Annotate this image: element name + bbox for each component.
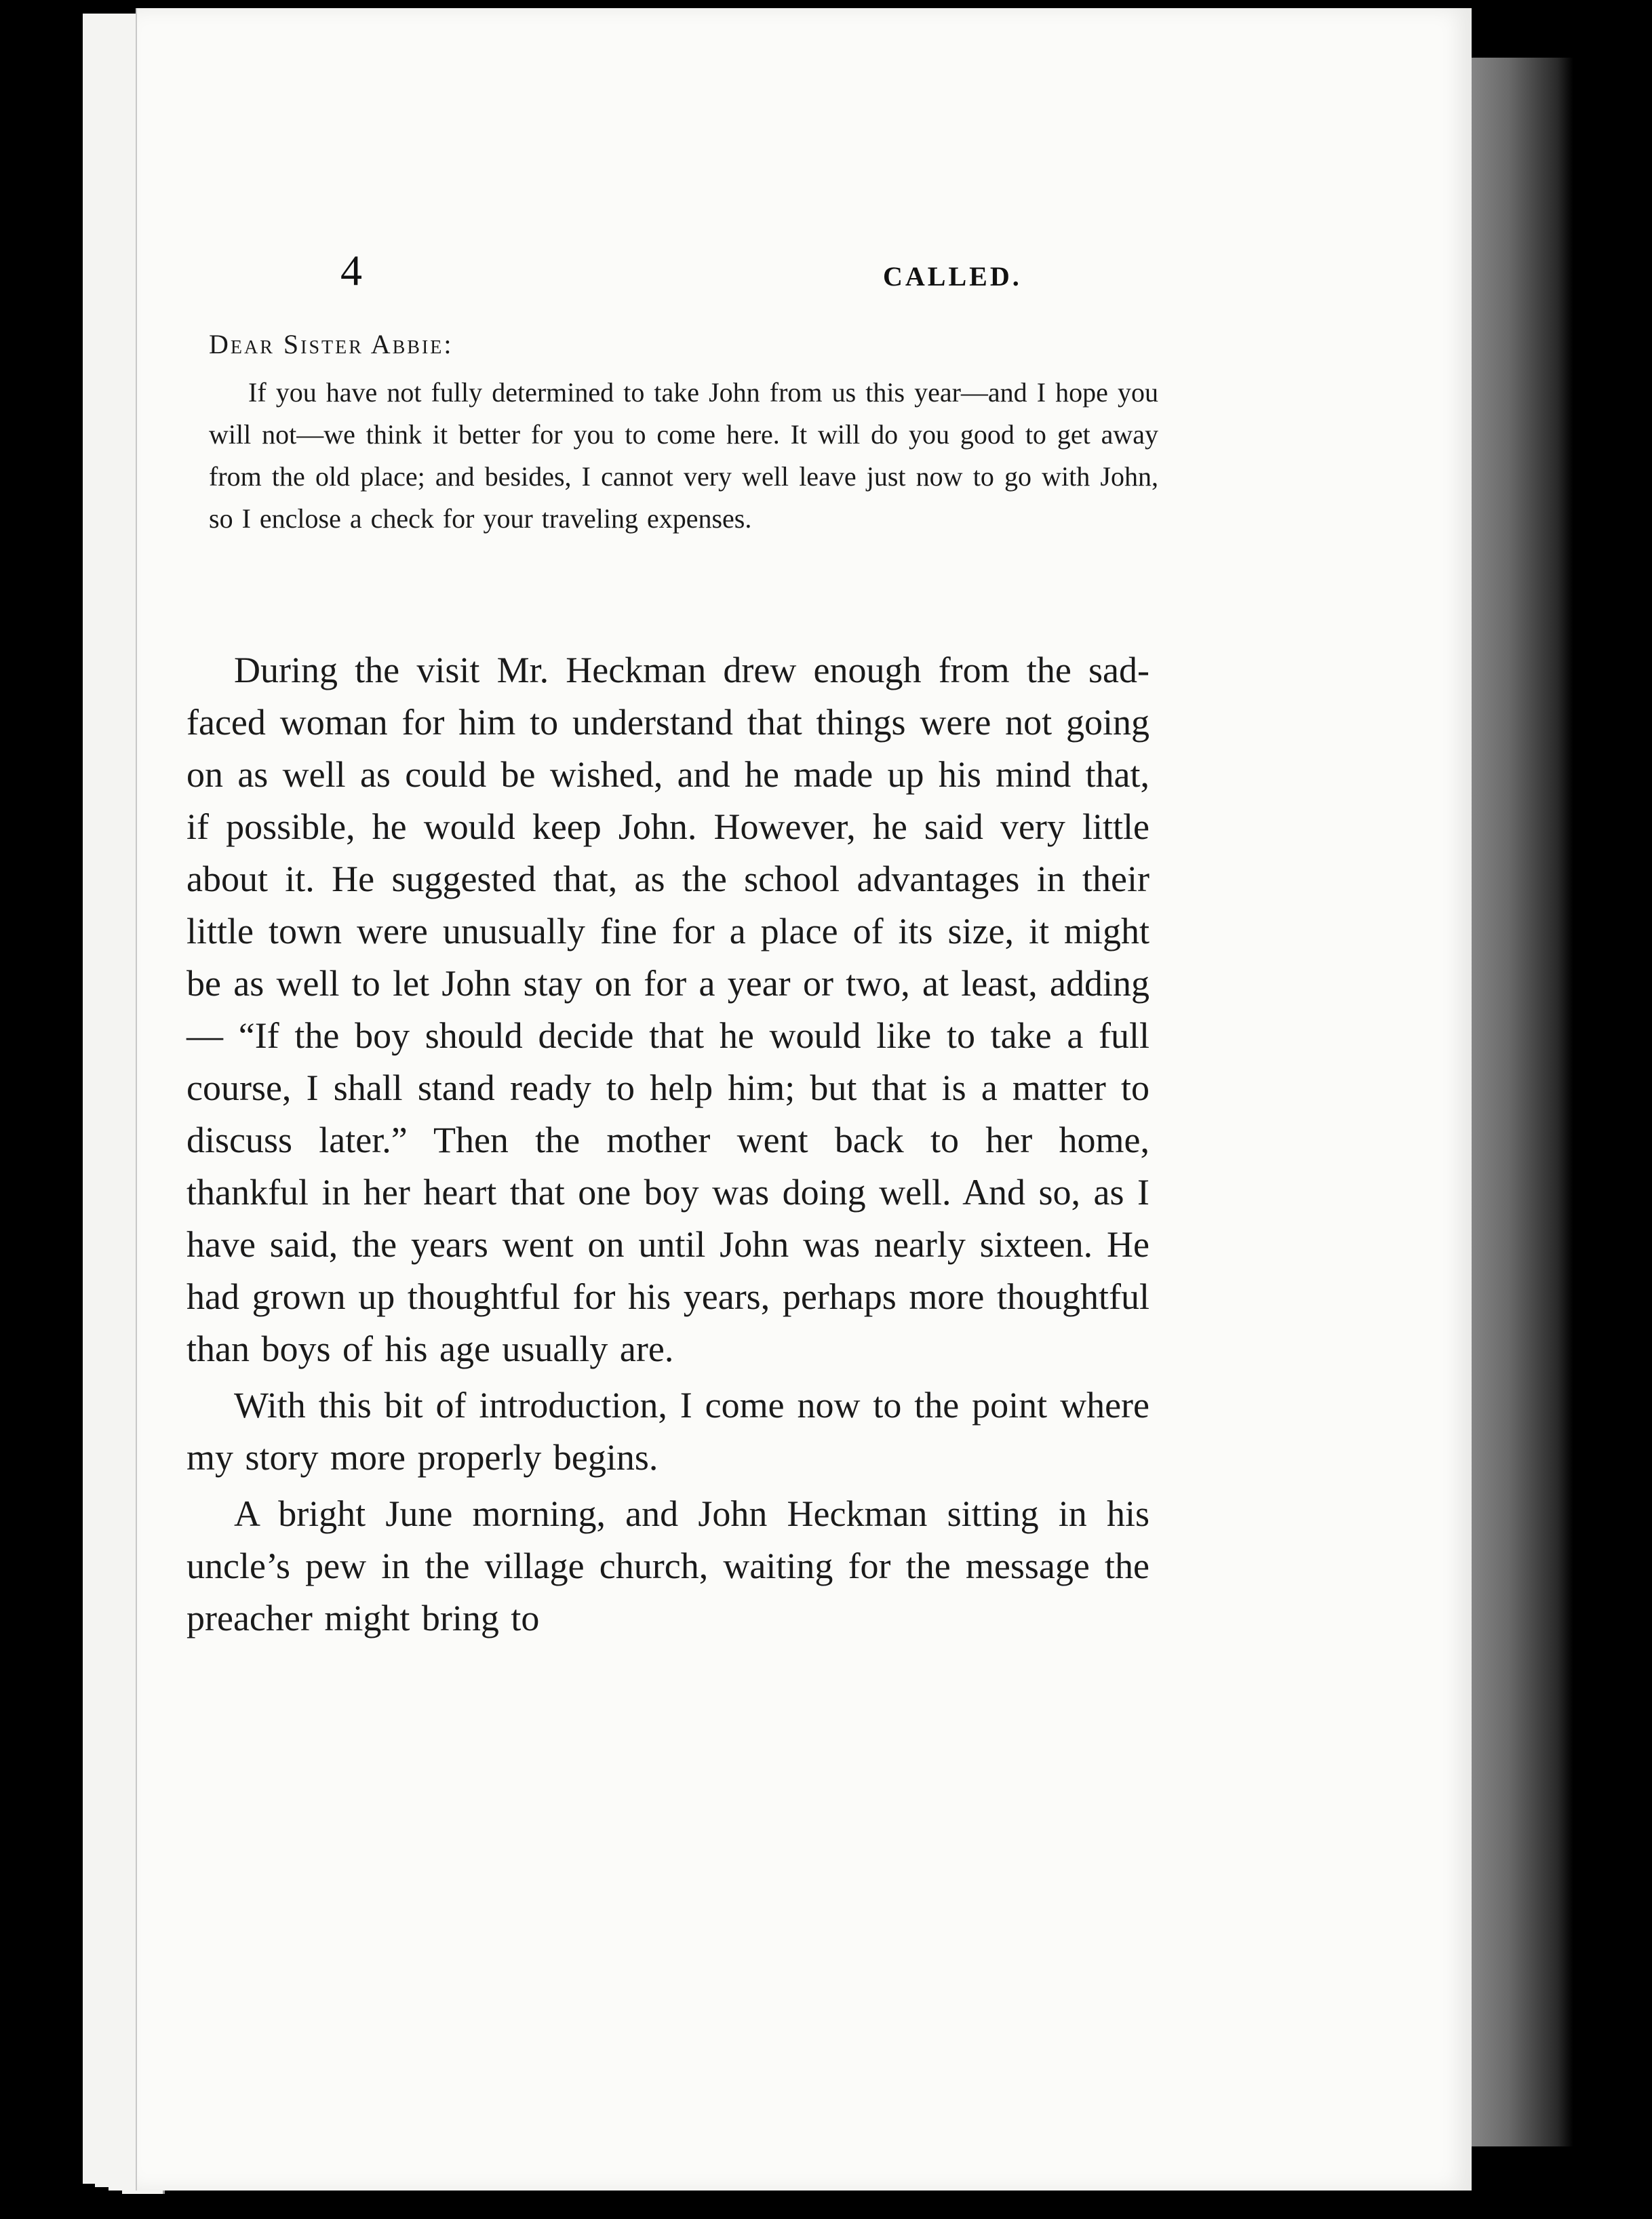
running-head xyxy=(340,246,1425,307)
letter-body: If you have not fully determined to take John from us this year—and I hope you will not—we think it better for you to come here. It will do you good to get away from the old place; and besides, I cannot very well leave just now to go with John, so I enclose a check for your traveling expenses. xyxy=(209,377,1158,534)
paragraph: With this bit of introduction, I come now to the point where my story more properly begins. xyxy=(186,1385,1149,1478)
page-number: 4 xyxy=(340,246,362,294)
body-text xyxy=(186,644,1149,1645)
quoted-letter xyxy=(209,326,1158,540)
letter-salutation: Dear Sister Abbie: xyxy=(209,329,454,359)
paragraph: A bright June morning, and John Heckman sitting in his uncle’s pew in the village church, waiting for the message the preacher might bring to xyxy=(186,1493,1149,1638)
paragraph: During the visit Mr. Heckman drew enough from the sad-faced woman for him to understand that things were not going on as well as could be wished, and he made up his mind that, if possible, he would keep John. However, he said very little about it. He suggested that, as the school advantages in their little town were unusually fine for a place of its size, it might be as well to let John stay on for a year or two, at least, adding— “If the boy should decide that he would like to take a full course, I shall stand ready to help him; but that is a matter to discuss later.” Then the mother went back to her home, thankful in her heart that one boy was doing well. And so, as I have said, the years went on until John was nearly sixteen. He had grown up thoughtful for his years, perhaps more thoughtful than boys of his age usually are. xyxy=(186,650,1149,1369)
running-title: CALLED. xyxy=(883,261,1022,292)
binding-gutter-shadow xyxy=(1465,58,1573,2146)
